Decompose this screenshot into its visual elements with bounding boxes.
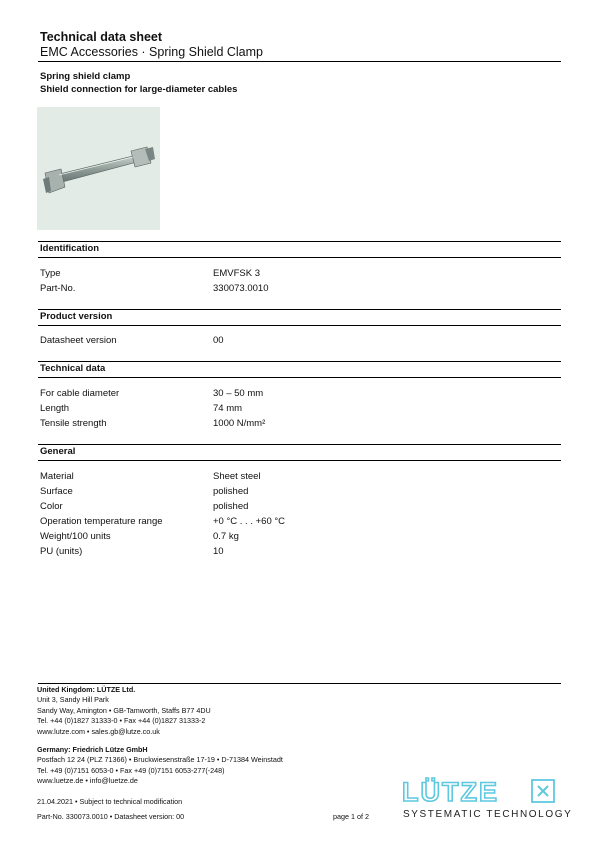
footer-line[interactable]: www.lutze.com • sales.gb@lutze.co.uk [37,726,160,736]
header-divider [38,61,561,62]
footer-uk-address [37,685,211,737]
logo-wordmark: LÜTZE [402,777,499,807]
footer-date-note: 21.04.2021 • Subject to technical modification [37,797,183,806]
row-value: 0.7 kg [213,531,239,542]
page-title: Technical data sheet [40,30,163,44]
table-row [40,486,560,500]
logo-tagline: SYSTEMATIC TECHNOLOGY [403,809,573,820]
footer-divider [38,683,561,684]
row-key: Operation temperature range [40,516,163,527]
row-value: 30 – 50 mm [213,388,264,399]
table-row [40,403,560,417]
section-technical-data [38,361,561,378]
section-identification [38,241,561,258]
product-name: Spring shield clamp [40,71,131,82]
footer-line: Tel. +49 (0)7151 6053-0 • Fax +49 (0)7151 6053-277(-248) [37,765,225,775]
footer-line: Tel. +44 (0)1827 31333-0 • Fax +44 (0)1827 31333-2 [37,716,206,726]
row-value: +0 °C . . . +60 °C [213,516,286,527]
row-value: EMVFSK 3 [213,268,260,279]
table-row [40,388,560,402]
section-title: Product version [40,311,113,322]
row-value: polished [213,501,249,512]
footer-line: Sandy Way, Amington • GB-Tamworth, Staffs B77 4DU [37,705,211,715]
row-key: PU (units) [40,546,83,557]
table-row [40,471,560,485]
row-key: Datasheet version [40,335,117,346]
footer-partno-note: Part-No. 330073.0010 • Datasheet version: 00 [37,812,185,821]
row-value: Sheet steel [213,471,261,482]
table-row [40,283,560,297]
logo-arrows-icon [538,786,548,796]
section-title: General [40,446,76,457]
section-product-version [38,309,561,326]
table-row [40,531,560,545]
row-value: 330073.0010 [213,283,269,294]
page-number: page 1 of 2 [333,812,369,821]
product-description: Shield connection for large-diameter cables [40,84,238,95]
row-value: 74 mm [213,403,243,414]
table-row [40,335,560,349]
row-key: Type [40,268,61,279]
row-value: 00 [213,335,224,346]
row-key: Material [40,471,74,482]
table-row [40,418,560,432]
row-value: 10 [213,546,224,557]
footer-de-address [37,745,283,787]
row-key: Part-No. [40,283,76,294]
table-row [40,546,560,560]
row-value: polished [213,486,249,497]
section-title: Identification [40,243,100,254]
section-title: Technical data [40,363,106,374]
product-image [37,107,160,230]
lutze-logo-mark [402,777,560,807]
row-value: 1000 N/mm² [213,418,266,429]
footer-line: Unit 3, Sandy Hill Park [37,695,109,705]
spring-clamp-illustration [37,107,160,230]
table-row [40,268,560,282]
page-subtitle: EMC Accessories · Spring Shield Clamp [40,45,263,59]
row-key: Length [40,403,70,414]
footer-uk-heading: United Kingdom: LÜTZE Ltd. [37,685,136,694]
row-key: Color [40,501,63,512]
row-key: Surface [40,486,73,497]
table-row [40,516,560,530]
footer-line[interactable]: www.luetze.de • info@luetze.de [37,776,138,786]
row-key: Weight/100 units [40,531,111,542]
row-key: For cable diameter [40,388,120,399]
section-general [38,444,561,461]
table-row [40,501,560,515]
footer-line: Postfach 12 24 (PLZ 71366) • Bruckwiesenstraße 17-19 • D-71384 Weinstadt [37,755,283,765]
row-key: Tensile strength [40,418,107,429]
footer-de-heading: Germany: Friedrich Lütze GmbH [37,745,148,754]
